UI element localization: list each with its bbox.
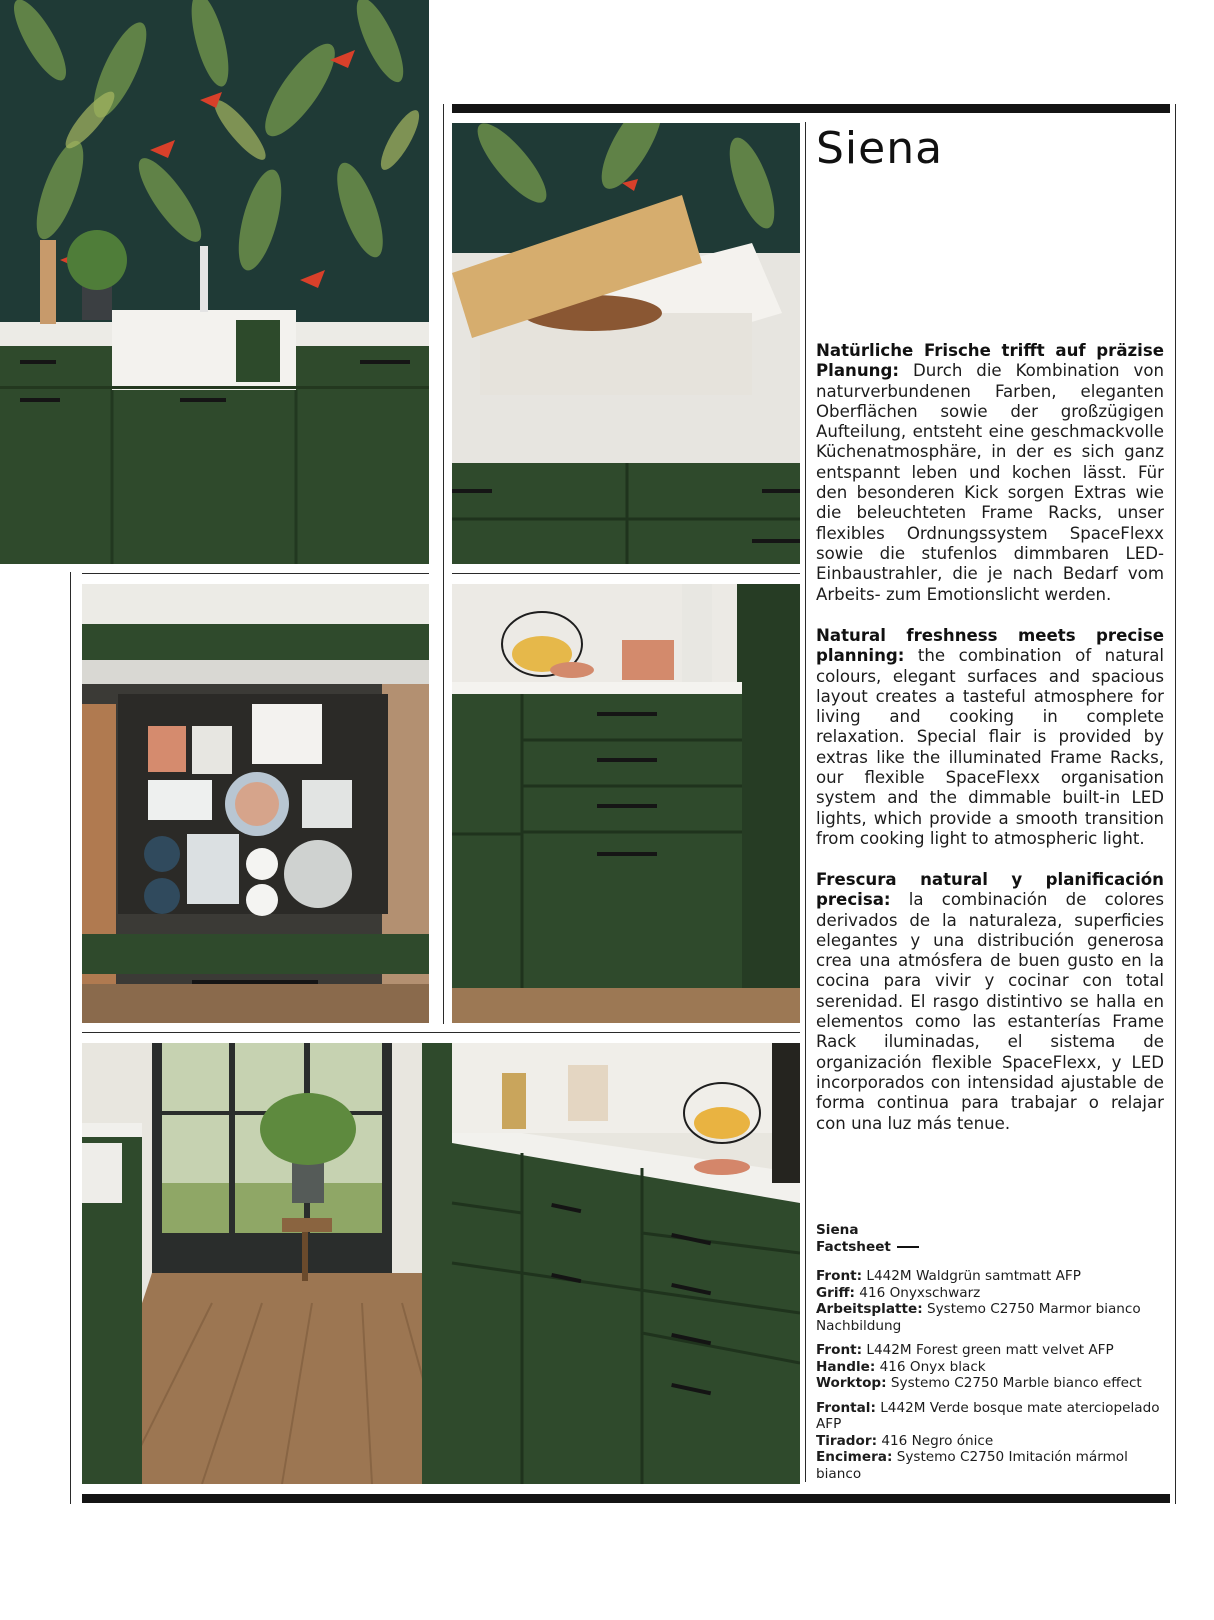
fs-de-handle-value: 416 Onyxschwarz bbox=[854, 1284, 981, 1301]
fs-es-handle-label: Tirador: bbox=[816, 1432, 878, 1449]
paragraph-en bbox=[816, 626, 1164, 849]
fs-de-worktop-label: Arbeitsplatte: bbox=[816, 1301, 923, 1317]
factsheet-label-row bbox=[816, 1239, 919, 1256]
paragraph-en-lead: Natural freshness meets precise planning: bbox=[816, 626, 1164, 666]
fs-de-handle-label: Griff: bbox=[816, 1284, 855, 1301]
paragraph-de-body: Durch die Kombination von naturverbundenen Farben, eleganten Oberflächen sowie der großzügigen Aufteilung, entsteht eine geschmackvolle Küchenatmosphäre, in der es sich ganz entspannt leben und kochen lässt. Für den besonderen Kick sorgen Extras wie die beleuchteten Frame Racks, unser flexibles Ordnungssystem SpaceFlexx sowie die stufenlos dimmbaren LED-Einbaustrahler, die je nach Bedarf vom Arbeits- zum Emotionslicht werden. bbox=[816, 361, 1164, 604]
right-border bbox=[1175, 104, 1176, 1504]
paragraph-es-body: la combinación de colores derivados de la naturaleza, superficies elegantes y una distribución generosa crea una atmósfera de buen gusto en la cocina para vivir y cocinar con total serenidad. El rasgo distintivo se halla en elementos como las estanterías Frame Rack iluminadas, el sistema de organización flexible SpaceFlexx, y LED incorporados con intensidad ajustable de forma continua para trabajar o relajar con una luz más tenue. bbox=[816, 890, 1164, 1133]
fs-es-front-value: L442M Verde bosque mate aterciopelado AFP bbox=[816, 1399, 1160, 1432]
fs-de-worktop-value: Systemo C2750 Marmor bianco Nachbildung bbox=[816, 1301, 1141, 1334]
column-divider bbox=[805, 122, 806, 1482]
fs-en-worktop-value: Systemo C2750 Marble bianco effect bbox=[886, 1375, 1142, 1391]
fs-en-worktop-label: Worktop: bbox=[816, 1375, 887, 1391]
fs-es-worktop-value: Systemo C2750 Imitación mármol bianco bbox=[816, 1449, 1128, 1482]
photo-sink-wallpaper bbox=[0, 0, 429, 564]
factsheet-de bbox=[816, 1268, 1166, 1334]
factsheet-body bbox=[816, 1268, 1166, 1490]
paragraph-en-body: the combination of natural colours, elegant surfaces and spacious layout creates a tasteful atmosphere for living and cooking in complete relaxation. Special flair is provided by extras like the illuminated Frame Racks, our flexible SpaceFlexx organisation system and the dimmable built-in LED lights, which provide a smooth transition from cooking light to atmospheric light. bbox=[816, 646, 1164, 848]
photo-bread-box bbox=[452, 123, 800, 564]
fs-es-front-label: Frontal: bbox=[816, 1399, 876, 1416]
paragraph-es-lead: Frescura natural y planificación precisa: bbox=[816, 870, 1164, 910]
fs-en-front-value: L442M Forest green matt velvet AFP bbox=[862, 1342, 1114, 1358]
fs-es-worktop-label: Encimera: bbox=[816, 1449, 893, 1465]
factsheet-es bbox=[816, 1400, 1166, 1483]
grid-hline-1 bbox=[82, 573, 429, 574]
factsheet-heading bbox=[816, 1222, 919, 1256]
center-divider bbox=[443, 104, 444, 1024]
fs-de-front-value: L442M Waldgrün samtmatt AFP bbox=[862, 1268, 1081, 1284]
left-border bbox=[70, 572, 71, 1504]
factsheet-name: Siena bbox=[816, 1222, 859, 1238]
grid-hline-2 bbox=[452, 573, 800, 574]
paragraph-de-lead: Natürliche Frische trifft auf präzise Planung: bbox=[816, 341, 1164, 381]
bottom-rule bbox=[82, 1494, 1170, 1503]
fs-de-front-label: Front: bbox=[816, 1268, 863, 1284]
factsheet-en bbox=[816, 1342, 1166, 1392]
factsheet-label: Factsheet bbox=[816, 1239, 891, 1255]
top-rule bbox=[452, 104, 1170, 113]
paragraph-es bbox=[816, 870, 1164, 1134]
factsheet-dash bbox=[897, 1246, 919, 1248]
photo-green-drawers bbox=[452, 584, 800, 1023]
page-title: Siena bbox=[816, 123, 944, 174]
grid-hline-3 bbox=[82, 1032, 800, 1033]
photo-drawer-organiser bbox=[82, 584, 429, 1023]
fs-en-front-label: Front: bbox=[816, 1342, 863, 1358]
fs-es-handle-value: 416 Negro ónice bbox=[877, 1432, 994, 1449]
fs-en-handle-label: Handle: bbox=[816, 1358, 876, 1375]
paragraph-de bbox=[816, 341, 1164, 605]
photo-kitchen-overview bbox=[82, 1043, 800, 1484]
fs-en-handle-value: 416 Onyx black bbox=[875, 1358, 986, 1375]
